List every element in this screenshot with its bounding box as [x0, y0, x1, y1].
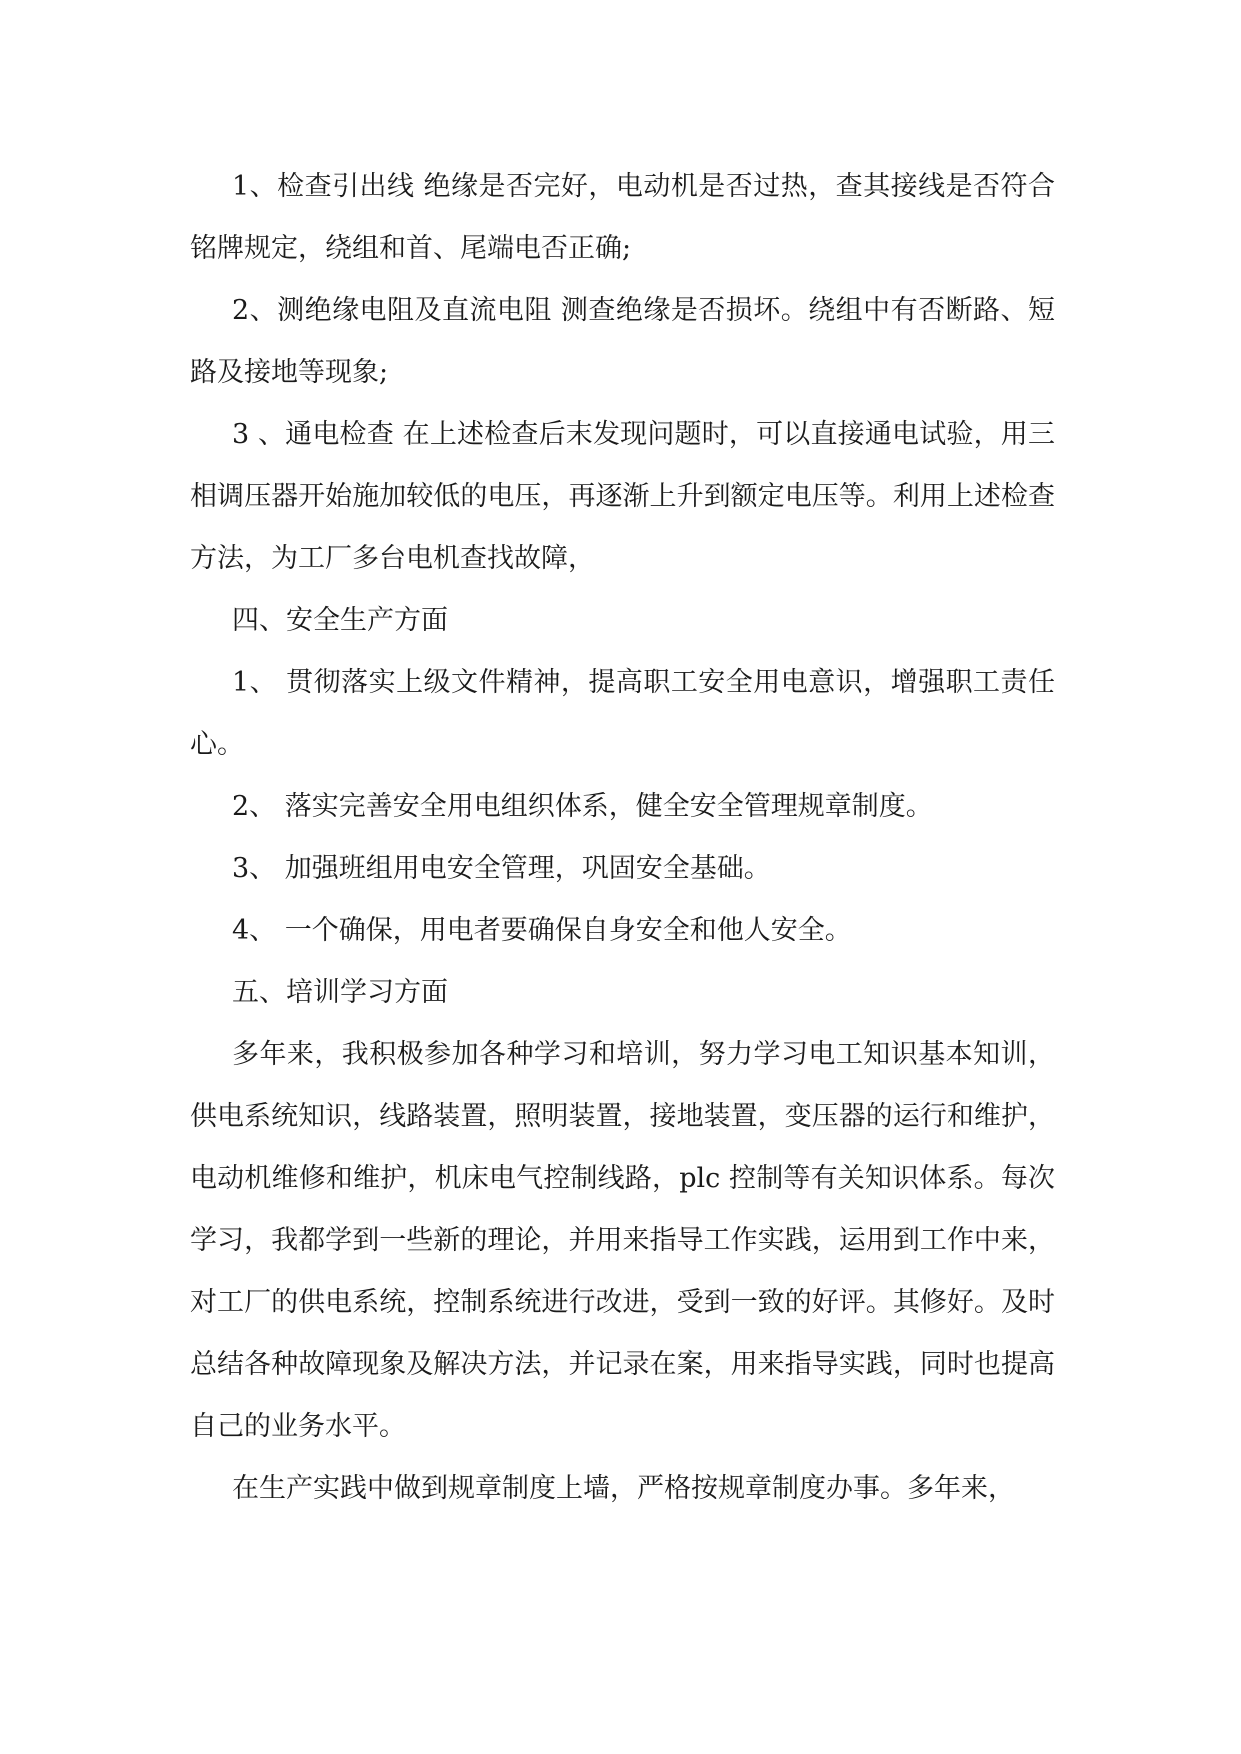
list-item-safety-2: 2、 落实完善安全用电组织体系，健全安全管理规章制度。 — [232, 791, 933, 822]
paragraph-insulation-resistance: 2、测绝缘电阻及直流电阻 测查绝缘是否损坏。绕组中有否断路、短路及接地等现象; — [190, 295, 1055, 388]
section-heading-training: 五、培训学习方面 — [232, 977, 448, 1008]
document-body — [190, 156, 1055, 1520]
paragraph-rules-practice: 在生产实践中做到规章制度上墙，严格按规章制度办事。多年来， — [232, 1473, 1015, 1504]
list-item-safety-4: 4、 一个确保，用电者要确保自身安全和他人安全。 — [232, 915, 852, 946]
paragraph-training-body: 多年来，我积极参加各种学习和培训，努力学习电工知识基本知训，供电系统知识，线路装置，照明装置，接地装置，变压器的运行和维护，电动机维修和维护，机床电气控制线路，plc 控制等有关知识体系。每次学习，我都学到一些新的理论，并用来指导工作实践，运用到工作中来，对工厂的供电系统，控制系统进行改进，受到一致的好评。其修好。及时总结各种故障现象及解决方法，并记录在案，用来指导实践，同时也提高自己的业务水平。 — [190, 1039, 1055, 1442]
paragraph-check-leads: 1、检查引出线 绝缘是否完好，电动机是否过热，查其接线是否符合铭牌规定，绕组和首、尾端电否正确; — [190, 171, 1055, 264]
paragraph-power-on-check: 3 、通电检查 在上述检查后末发现问题时，可以直接通电试验，用三相调压器开始施加较低的电压，再逐渐上升到额定电压等。利用上述检查方法，为工厂多台电机查找故障， — [190, 419, 1055, 574]
section-heading-safety: 四、安全生产方面 — [232, 605, 448, 636]
list-item-safety-1: 1、 贯彻落实上级文件精神，提高职工安全用电意识，增强职工责任心。 — [190, 667, 1055, 760]
list-item-safety-3: 3、 加强班组用电安全管理，巩固安全基础。 — [232, 853, 771, 884]
